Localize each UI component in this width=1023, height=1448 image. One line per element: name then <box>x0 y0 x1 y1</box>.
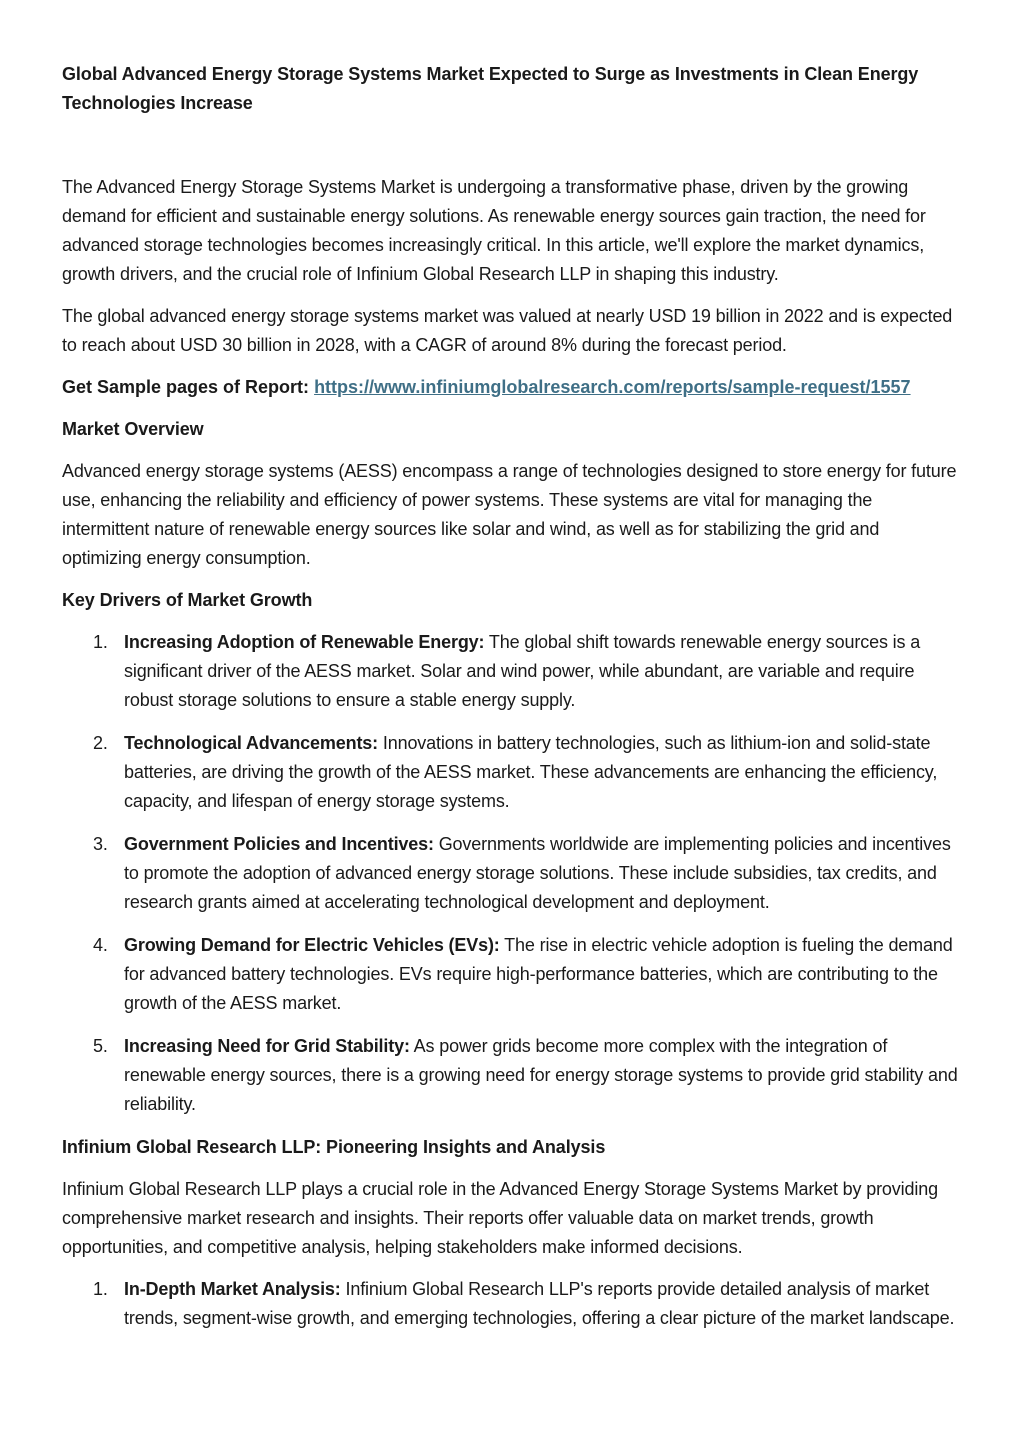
list-item-text: As power grids become more complex with the integration of renewable energy sources, there is a growing need for energy storage systems to provide grid stability and reliability. <box>124 1036 958 1114</box>
list-item-number: 4. <box>93 935 108 955</box>
list-item <box>62 830 962 917</box>
infinium-list <box>62 1275 962 1333</box>
list-item-text: Governments worldwide are implementing policies and incentives to promote the adoption of advanced energy storage solutions. These include subsidies, tax credits, and research grants aimed at accelerating technological development and deployment. <box>124 834 951 912</box>
list-item-text: The global shift towards renewable energy sources is a significant driver of the AESS market. Solar and wind power, while abundant, are variable and require robust storage solutions to ensure a stable energy supply. <box>124 632 921 710</box>
intro-paragraph: The Advanced Energy Storage Systems Market is undergoing a transformative phase, driven by the growing demand for efficient and sustainable energy solutions. As renewable energy sources gain traction, the need for advanced storage technologies becomes increasingly critical. In this article, we'll explore the market dynamics, growth drivers, and the crucial role of Infinium Global Research LLP in shaping this industry. <box>62 177 926 284</box>
list-item <box>62 1032 962 1119</box>
infinium-heading: Infinium Global Research LLP: Pioneering Insights and Analysis <box>62 1137 606 1157</box>
list-item-number: 2. <box>93 733 108 753</box>
list-item-number: 1. <box>93 1279 108 1299</box>
list-item <box>62 628 962 715</box>
document-page <box>62 60 962 1347</box>
list-item-title: Growing Demand for Electric Vehicles (EVs): <box>124 935 500 955</box>
valuation-paragraph: The global advanced energy storage systems market was valued at nearly USD 19 billion in 2022 and is expected to reach about USD 30 billion in 2028, with a CAGR of around 8% during the forecast period. <box>62 306 953 355</box>
list-item-title: Government Policies and Incentives: <box>124 834 434 854</box>
key-drivers-heading: Key Drivers of Market Growth <box>62 590 313 610</box>
list-item-title: Increasing Need for Grid Stability: <box>124 1036 410 1056</box>
list-item-number: 3. <box>93 834 108 854</box>
list-item <box>62 729 962 816</box>
list-item-title: In-Depth Market Analysis: <box>124 1279 341 1299</box>
sample-request-line <box>62 373 962 402</box>
list-item-number: 5. <box>93 1036 108 1056</box>
infinium-paragraph: Infinium Global Research LLP plays a crucial role in the Advanced Energy Storage Systems Market by providing comprehensive market research and insights. Their reports offer valuable data on market trends, growth opportunities, and competitive analysis, helping stakeholders make informed decisions. <box>62 1179 938 1257</box>
list-item-number: 1. <box>93 632 108 652</box>
key-drivers-list <box>62 628 962 1119</box>
list-item-text: Infinium Global Research LLP's reports provide detailed analysis of market trends, segment-wise growth, and emerging technologies, offering a clear picture of the market landscape. <box>124 1279 955 1328</box>
list-item <box>62 1275 962 1333</box>
sample-request-link[interactable]: https://www.infiniumglobalresearch.com/reports/sample-request/1557 <box>314 377 911 397</box>
market-overview-paragraph: Advanced energy storage systems (AESS) encompass a range of technologies designed to store energy for future use, enhancing the reliability and efficiency of power systems. These systems are vital for managing the intermittent nature of renewable energy sources like solar and wind, as well as for stabilizing the grid and optimizing energy consumption. <box>62 461 957 568</box>
article-title: Global Advanced Energy Storage Systems Market Expected to Surge as Investments in Clean Energy Technologies Increase <box>62 64 919 113</box>
sample-request-label: Get Sample pages of Report: <box>62 377 310 397</box>
list-item-text: Innovations in battery technologies, such as lithium-ion and solid-state batteries, are driving the growth of the AESS market. These advancements are enhancing the efficiency, capacity, and lifespan of energy storage systems. <box>124 733 938 811</box>
list-item-title: Technological Advancements: <box>124 733 379 753</box>
market-overview-heading: Market Overview <box>62 419 204 439</box>
list-item-title: Increasing Adoption of Renewable Energy: <box>124 632 485 652</box>
list-item-text: The rise in electric vehicle adoption is fueling the demand for advanced battery technologies. EVs require high-performance batteries, which are contributing to the growth of the AESS market. <box>124 935 953 1013</box>
list-item <box>62 931 962 1018</box>
